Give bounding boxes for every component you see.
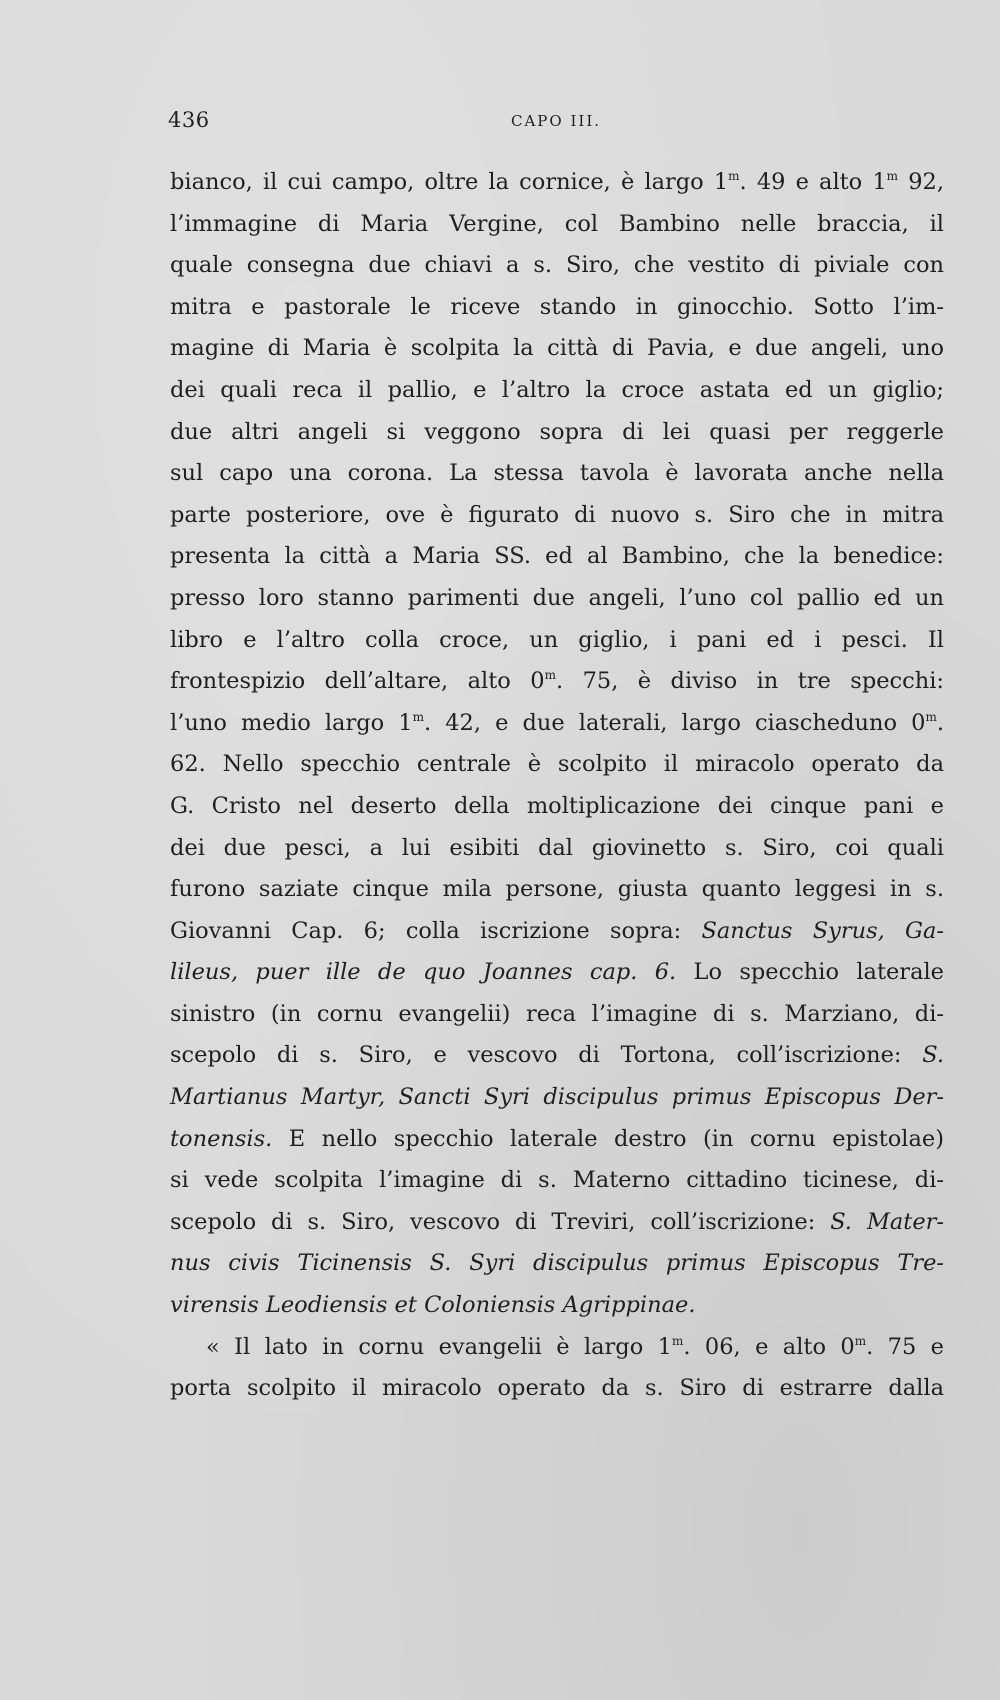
text-segment: . 75 e	[866, 1333, 944, 1360]
text-segment: Giovanni Cap. 6; colla iscrizione sopra:	[170, 917, 702, 944]
text-line	[170, 412, 944, 454]
text-segment: presenta la città a Maria SS. ed al Bambino, che la benedice:	[170, 543, 944, 570]
text-line	[170, 578, 944, 620]
text-segment: « Il lato in cornu evangelii è largo 1	[206, 1333, 672, 1360]
text-segment: scepolo di s. Siro, e vescovo di Tortona, coll’iscrizione:	[170, 1042, 923, 1069]
text-segment: . 06, e alto 0	[683, 1333, 855, 1360]
superscript: m	[886, 169, 899, 183]
text-line	[170, 204, 944, 246]
text-segment: quale consegna due chiavi a s. Siro, che vestito di piviale con	[170, 252, 944, 279]
superscript: m	[728, 169, 740, 183]
text-line	[170, 1327, 944, 1369]
body-text	[170, 162, 944, 1410]
text-line	[170, 1202, 944, 1244]
running-head: CAPO III.	[511, 112, 602, 130]
text-segment: frontespizio dell’altare, alto 0	[170, 668, 545, 695]
text-segment: porta scolpito il miracolo operato da s. Siro di estrarre dalla	[170, 1375, 944, 1402]
text-line	[170, 994, 944, 1036]
italic-text: tonensis.	[170, 1125, 273, 1152]
text-line	[170, 536, 944, 578]
text-line	[170, 744, 944, 786]
text-segment: 62. Nello specchio centrale è scolpito il miracolo operato da	[170, 751, 944, 778]
text-segment: due altri angeli si veggono sopra di lei quasi per reggerle	[170, 418, 944, 445]
text-line	[170, 1243, 944, 1285]
italic-text: S. Mater-	[830, 1208, 944, 1235]
text-segment: furono saziate cinque mila persone, giusta quanto leggesi in s.	[170, 876, 944, 903]
text-line	[170, 661, 944, 703]
text-line	[170, 1035, 944, 1077]
superscript: m	[544, 668, 556, 683]
italic-text: Sanctus Syrus, Ga-	[701, 917, 944, 944]
superscript: m	[671, 1333, 684, 1348]
text-line	[170, 287, 944, 329]
text-line	[170, 1160, 944, 1202]
text-segment: .	[936, 709, 945, 736]
text-line	[170, 786, 944, 828]
text-segment: l’uno medio largo 1	[170, 709, 413, 736]
text-segment: . 75, è diviso in tre specchi:	[556, 668, 945, 695]
text-line	[170, 1285, 944, 1327]
text-line	[170, 1368, 944, 1410]
page-number: 436	[168, 108, 210, 132]
text-line	[170, 620, 944, 662]
text-line	[170, 453, 944, 495]
text-segment: . 42, e due laterali, largo ciascheduno 0	[423, 709, 926, 736]
text-segment: . 49 e alto 1	[739, 169, 887, 195]
italic-text: lileus, puer ille de quo Joannes cap. 6.	[170, 959, 677, 986]
italic-text: nus civis Ticinensis S. Syri discipulus primus Episcopus Tre-	[170, 1250, 944, 1277]
text-line	[170, 245, 944, 287]
text-line	[170, 495, 944, 537]
text-segment: bianco, il cui campo, oltre la cornice, è largo 1	[170, 169, 729, 195]
text-line	[170, 952, 944, 994]
text-segment: dei quali reca il pallio, e l’altro la croce astata ed un giglio;	[170, 376, 944, 403]
superscript: m	[854, 1333, 867, 1348]
text-segment: l’immagine di Maria Vergine, col Bambino nelle braccia, il	[170, 210, 944, 237]
italic-text: S.	[922, 1042, 944, 1069]
text-segment: libro e l’altro colla croce, un giglio, i pani ed i pesci. Il	[170, 626, 944, 653]
text-line	[170, 703, 944, 745]
text-segment: E nello specchio laterale destro (in cornu epistolae)	[272, 1125, 944, 1152]
text-segment: sinistro (in cornu evangelii) reca l’imagine di s. Marziano, di-	[170, 1000, 944, 1027]
text-line	[170, 328, 944, 370]
superscript: m	[412, 709, 424, 724]
text-line	[170, 370, 944, 412]
page-header	[168, 108, 940, 138]
text-segment: G. Cristo nel deserto della moltiplicazione dei cinque pani e	[170, 792, 944, 819]
text-line	[170, 1119, 944, 1161]
text-line	[170, 1077, 944, 1119]
text-line	[170, 828, 944, 870]
italic-text: Martianus Martyr, Sancti Syri discipulus primus Episcopus Der-	[170, 1084, 944, 1111]
text-segment: parte posteriore, ove è figurato di nuovo s. Siro che in mitra	[170, 501, 944, 528]
text-segment: Lo specchio laterale	[676, 959, 944, 986]
text-line	[170, 911, 944, 953]
text-segment: 92,	[898, 169, 944, 195]
text-line	[170, 162, 944, 204]
italic-text: virensis Leodiensis et Coloniensis Agrippinae.	[170, 1292, 696, 1319]
text-segment: presso loro stanno parimenti due angeli, l’uno col pallio ed un	[170, 584, 944, 611]
text-segment: dei due pesci, a lui esibiti dal giovinetto s. Siro, coi quali	[170, 834, 944, 861]
text-segment: mitra e pastorale le riceve stando in ginocchio. Sotto l’im-	[170, 293, 944, 320]
text-segment: magine di Maria è scolpita la città di Pavia, e due angeli, uno	[170, 335, 944, 362]
text-segment: sul capo una corona. La stessa tavola è lavorata anche nella	[170, 460, 944, 487]
text-segment: si vede scolpita l’imagine di s. Materno cittadino ticinese, di-	[170, 1167, 944, 1194]
text-segment: scepolo di s. Siro, vescovo di Treviri, coll’iscrizione:	[170, 1208, 831, 1235]
text-line	[170, 869, 944, 911]
superscript: m	[925, 709, 937, 724]
